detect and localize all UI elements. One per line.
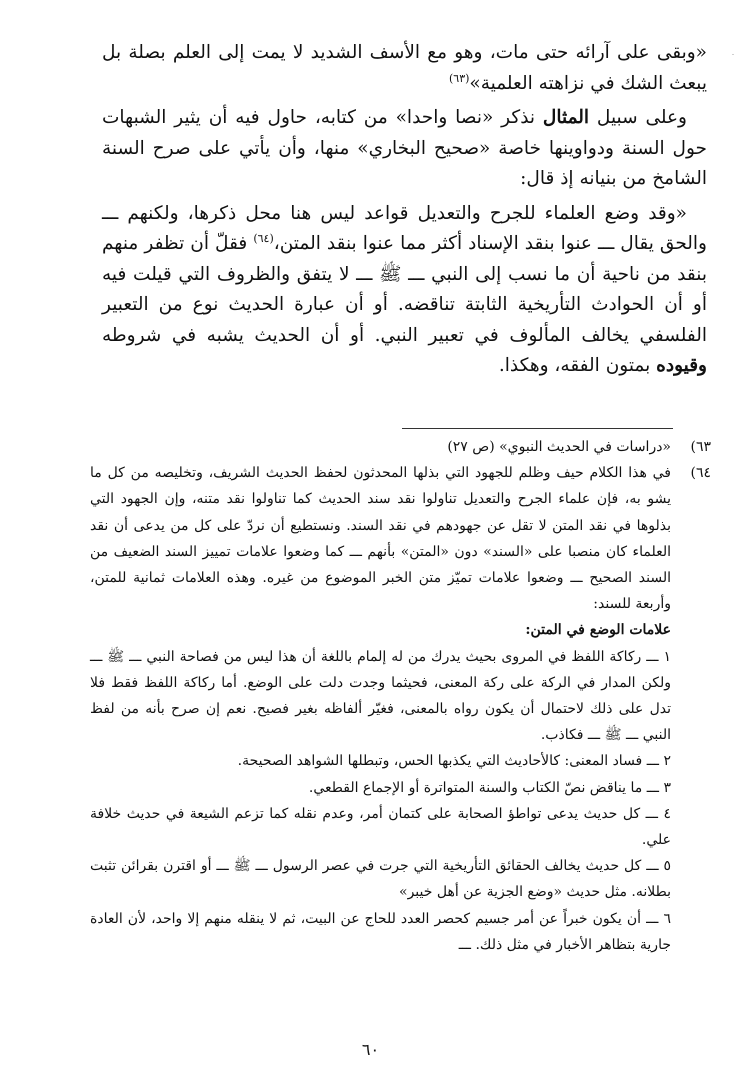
paragraph-2-text-a: وعلى سبيل <box>589 107 687 128</box>
quote-paragraph-3 <box>102 199 707 382</box>
paragraph-2-text-b: نذكر «نصا واحدا» من كتابه، حاول فيه أن يثير الشبهات حول السنة ودواوينها خاصة «صحيح البخاري» منها، وأن يأتي على صرح السنة الشامخ من بنيانه إذ قال: <box>102 107 707 189</box>
paragraph-2 <box>102 103 707 195</box>
footnote-ref-63[interactable]: (٦٣) <box>449 71 470 85</box>
footnote-ref-64[interactable]: (٦٤) <box>253 231 274 245</box>
page-number: ٦٠ <box>361 1040 380 1059</box>
footnote-64-number: ٦٤) <box>690 465 711 482</box>
paragraph-3-text-b: فقلّ أن تظفر منهم بنقد من ناحية أن ما نسب إلى النبي ـــ ﷺ ـــ لا يتفق والظروف التي قيلت فيه أو أن الحوادث التأريخية الثابتة تناقضه. أو أن عبارة الحديث نوع من التعبير الفلسفي يخالف المألوف في تعبير النبي. أو أن الحديث يشبه في شروطه <box>102 233 707 346</box>
forgery-sign-item: ١ ـــ ركاكة اللفظ في المروى بحيث يدرك من له إلمام باللغة أن هذا ليس من فصاحة النبي ـــ ﷺ ـــ ولكن المدار في الركة على ركة المعنى، فحيثما وجدت دلت على الوضع. أما ركاكة اللفظ فقط فلا تدل على ذلك لاحتمال أن يكون رواه بالمعنى، فغيّر ألفاظه بغير فصيح. نعم إن صرح بأنه من لفظ النبي ـــ ﷺ ـــ فكاذب. <box>90 648 672 744</box>
footnote-63-text: «دراسات في الحديث النبوي» (ص ٢٧) <box>447 439 671 455</box>
forgery-sign-item: ٢ ـــ فساد المعنى: كالأحاديث التي يكذبها الحس، وتبطلها الشواهد الصحيحة. <box>237 753 671 770</box>
paragraph-3-text-c: بمتون الفقه، وهكذا. <box>498 355 657 376</box>
footnote-separator <box>402 428 673 429</box>
paragraph-3-bold: وقيوده <box>656 355 707 376</box>
forgery-signs-heading: علامات الوضع في المتن: <box>525 622 671 639</box>
footnote-64 <box>90 460 711 617</box>
footnotes <box>90 434 711 958</box>
quote-paragraph-1 <box>102 38 707 99</box>
forgery-sign-item: ٥ ـــ كل حديث يخالف الحقائق التأريخية التي جرت في عصر الرسول ـــ ﷺ ـــ أو اقترن بقرائن تثبت بطلانه. مثل حديث «وضع الجزية عن أهل خيبر» <box>90 858 671 901</box>
forgery-sign-item: ٤ ـــ كل حديث يدعى تواطؤ الصحابة على كتمان أمر، وعدم نقله كما تزعم الشيعة في حديث خلافة علي. <box>90 805 671 849</box>
forgery-sign-item: ٣ ـــ ما يناقض نصّ الكتاب والسنة المتواترة أو الإجماع القطعي. <box>308 779 671 796</box>
footnote-63 <box>90 434 711 460</box>
quote-text: «وبقى على آرائه حتى مات، وهو مع الأسف الشديد لا يمت إلى العلم بصلة بل يبعث الشك في نزاهته العلمية» <box>102 42 707 94</box>
footnote-63-number: ٦٣) <box>690 439 711 455</box>
footnote-64-text: في هذا الكلام حيف وظلم للجهود التي بذلها المحدثون لحفظ الحديث الشريف، وتخليصه من كل ما يشو به، فإن علماء الجرح والتعديل تناولوا نقد سند الحديث كما تناولوا نقد متنه، وإن الجهود التي بذلوها في نقد المتن لا تقل عن جهودهم في نقد السند. ونستطيع أن نردّ على كل من يدعى أن نقد العلماء كان منصبا على «السند» دون «المتن» بأنهم ـــ كما وضعوا علامات تمييز السند الضعيف من السند الصحيح ـــ وضعوا علامات تميّز متن الخبر الموضوع من غيره. وهذه العلامات ثمانية للمتن، وأربعة للسند: <box>90 465 671 613</box>
paragraph-2-bold: المثال <box>542 107 590 128</box>
paragraph-3-text-a: «وقد وضع العلماء للجرح والتعديل قواعد ليس هنا محل ذكرها، ولكنهم ـــ والحق يقال ـــ عنوا بنقد الإسناد أكثر مما عنوا بنقد المتن، <box>102 202 707 254</box>
main-text <box>102 38 707 382</box>
forgery-sign-item: ٦ ـــ أن يكون خبراً عن أمر جسيم كحصر العدد للحاج عن البيت، ثم لا ينقله منهم إلا واحد، لأن العادة جارية بتظاهر الأخبار في مثل ذلك. ـــ <box>90 910 671 953</box>
